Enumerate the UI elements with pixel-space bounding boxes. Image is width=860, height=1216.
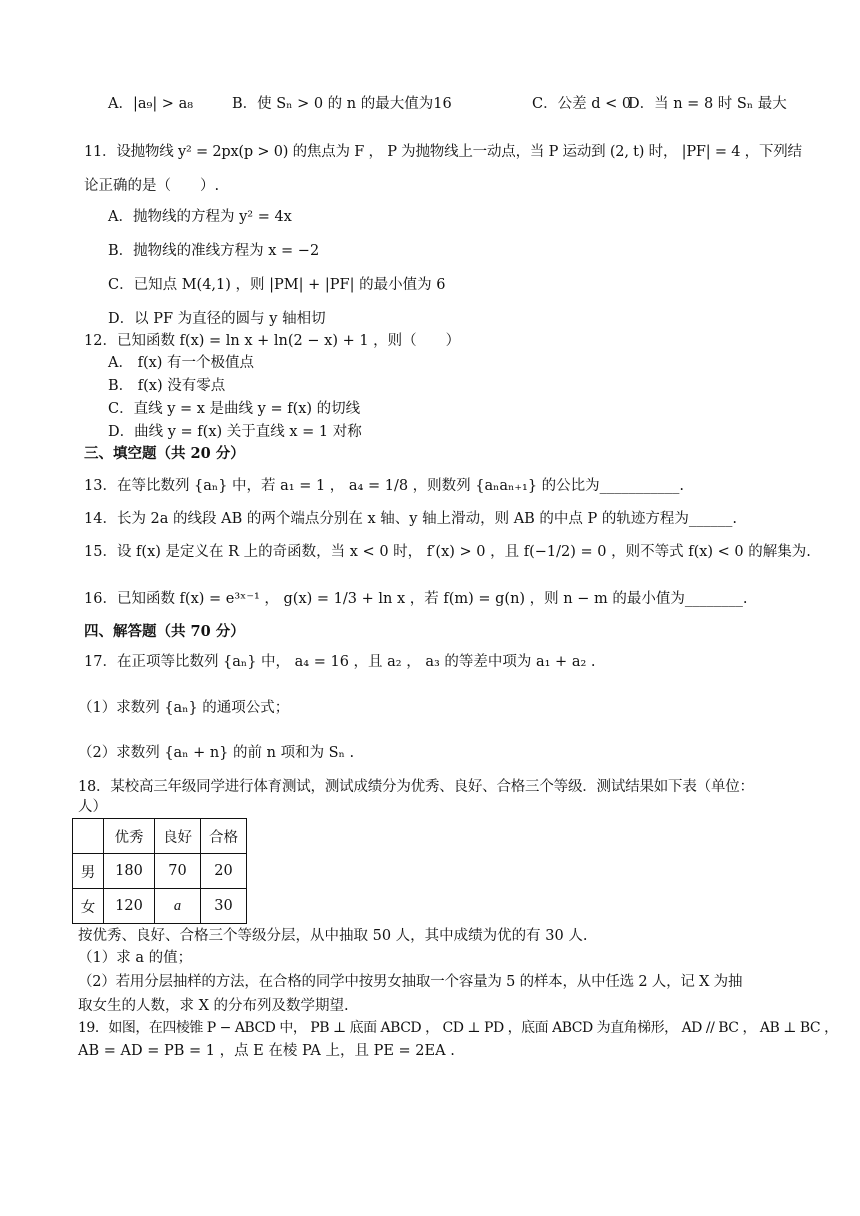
q19-line1: 19．如图，在四棱锥 P − ABCD 中， PB ⊥ 底面 ABCD ， CD ⊥ PD ，底面 ABCD 为直角梯形， AD // BC ， AB ⊥ BC ， [78, 1020, 838, 1036]
q11-stem-line1: 11．设抛物线 y² = 2px(p > 0) 的焦点为 F ， P 为抛物线上一动点，当 P 运动到 (2, t) 时， |PF| = 4 ，下列结 [84, 144, 802, 160]
table-cell: 120 [104, 889, 155, 924]
table-header-cell: 合格 [201, 819, 247, 854]
q10-option-b: B．使 Sₙ > 0 的 n 的最大值为16 [232, 96, 452, 112]
table-cell: 女 [73, 889, 104, 924]
q17-part2: （2）求数列 {aₙ + n} 的前 n 项和为 Sₙ . [78, 745, 355, 761]
q12-option-c: C．直线 y = x 是曲线 y = f(x) 的切线 [108, 401, 361, 417]
q14: 14．长为 2a 的线段 AB 的两个端点分别在 x 轴、y 轴上滑动，则 AB 的中点 P 的轨迹方程为______. [84, 511, 738, 527]
table-header-cell: 优秀 [104, 819, 155, 854]
q10-option-a: A．|a₉| > a₈ [108, 96, 194, 112]
q13: 13．在等比数列 {aₙ} 中，若 a₁ = 1 ， a₄ = 1/8 ，则数列 {aₙaₙ₊₁} 的公比为___________. [84, 478, 685, 494]
table-row [73, 854, 247, 889]
q11-option-b: B．抛物线的准线方程为 x = −2 [108, 243, 320, 259]
table-cell: 20 [201, 854, 247, 889]
q15: 15．设 f(x) 是定义在 R 上的奇函数，当 x < 0 时， f′(x) > 0 ，且 f(−1/2) = 0 ，则不等式 f(x) < 0 的解集为. [84, 544, 811, 560]
q19-line2: AB = AD = PB = 1 ，点 E 在棱 PA 上，且 PE = 2EA . [78, 1043, 455, 1059]
section3-title: 三、填空题（共 20 分） [84, 445, 245, 462]
table-cell: 70 [155, 854, 201, 889]
q18-stem-line1: 18．某校高三年级同学进行体育测试，测试成绩分为优秀、良好、合格三个等级．测试结果如下表（单位： [78, 779, 754, 795]
q10-option-d: D．当 n = 8 时 Sₙ 最大 [628, 96, 787, 112]
q12-option-b: B． f(x) 没有零点 [108, 378, 226, 394]
table-cell: 30 [201, 889, 247, 924]
score-table [72, 818, 247, 924]
table-cell: 男 [73, 854, 104, 889]
table-header-cell: 良好 [155, 819, 201, 854]
q11-option-c: C．已知点 M(4,1) ，则 |PM| + |PF| 的最小值为 6 [108, 277, 446, 293]
q12-option-d: D．曲线 y = f(x) 关于直线 x = 1 对称 [108, 424, 362, 440]
q17-part1: （1）求数列 {aₙ} 的通项公式； [78, 700, 290, 716]
q18-part2-line2: 取女生的人数，求 X 的分布列及数学期望. [78, 998, 349, 1014]
q18-after-table: 按优秀、良好、合格三个等级分层，从中抽取 50 人，其中成绩为优的有 30 人. [78, 928, 588, 944]
q18-part1: （1）求 a 的值； [78, 950, 193, 966]
q11-option-d: D．以 PF 为直径的圆与 y 轴相切 [108, 311, 326, 327]
table-cell: a [155, 889, 201, 924]
q12-option-a: A． f(x) 有一个极值点 [108, 355, 255, 371]
q11-option-a: A．抛物线的方程为 y² = 4x [108, 209, 292, 225]
q10-option-c: C．公差 d < 0 [532, 96, 632, 112]
q12-stem: 12．已知函数 f(x) = ln x + ln(2 − x) + 1 ，则（ ） [84, 333, 461, 349]
q16: 16．已知函数 f(x) = e³ˣ⁻¹ ， g(x) = 1/3 + ln x ，若 f(m) = g(n) ，则 n − m 的最小值为________. [84, 591, 748, 607]
table-row [73, 889, 247, 924]
table-header-row [73, 819, 247, 854]
q18-stem-line2: 人） [78, 799, 107, 815]
q17-stem: 17．在正项等比数列 {aₙ} 中， a₄ = 16 ，且 a₂ ， a₃ 的等差中项为 a₁ + a₂ . [84, 654, 596, 670]
section4-title: 四、解答题（共 70 分） [84, 623, 245, 640]
table-cell: 180 [104, 854, 155, 889]
table-header-cell [73, 819, 104, 854]
q18-part2-line1: （2）若用分层抽样的方法，在合格的同学中按男女抽取一个容量为 5 的样本，从中任选 2 人，记 X 为抽 [78, 974, 743, 990]
q11-stem-line2: 论正确的是（ ）. [84, 178, 220, 194]
